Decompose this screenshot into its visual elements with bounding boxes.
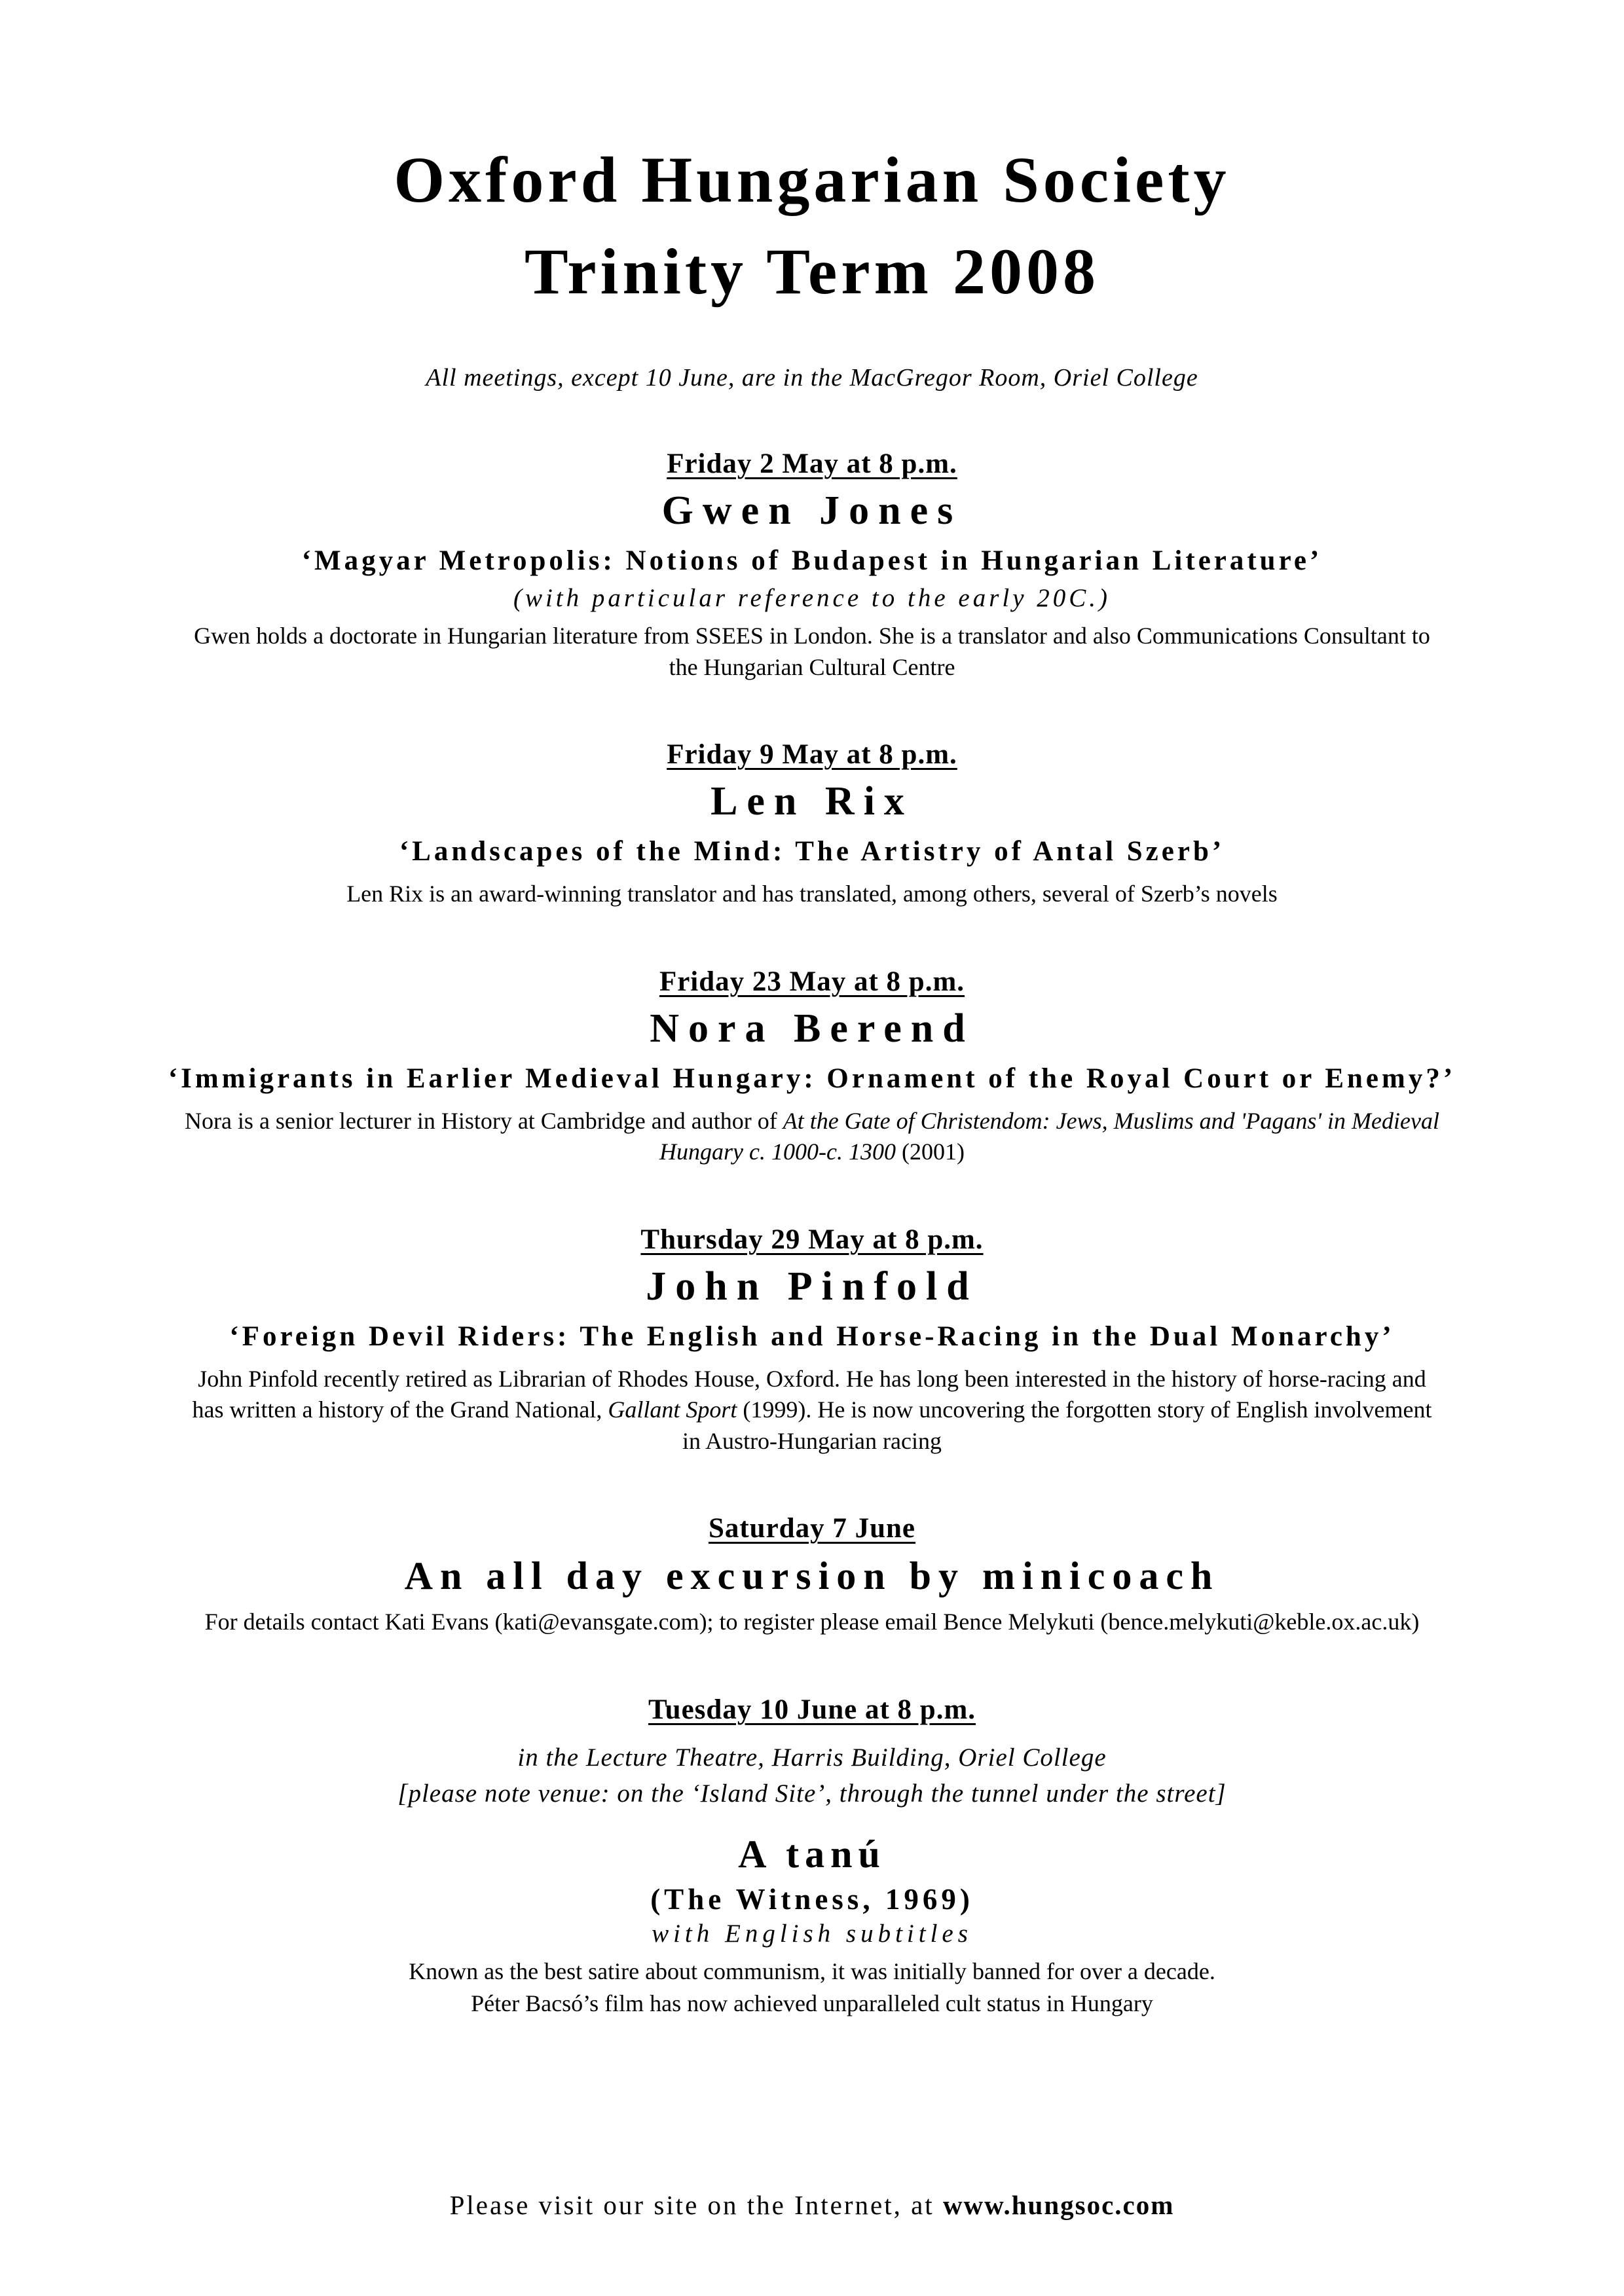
description-segment: (2001)	[895, 1139, 965, 1165]
event-description	[205, 1607, 1420, 1638]
talk-title: ‘Foreign Devil Riders: The English and Horse-Racing in the Dual Monarchy’	[229, 1321, 1395, 1352]
page-title-line2: Trinity Term 2008	[525, 235, 1099, 308]
page-title	[394, 134, 1230, 318]
event-description	[346, 879, 1278, 910]
event-description	[183, 1106, 1441, 1168]
description-segment: John Pinfold recently retired as Librarian of Rhodes House, Oxford. He has long been interested in the history of horse-racing and has written a history of the Grand National,	[192, 1365, 1426, 1423]
film-language-note: with English subtitles	[652, 1919, 972, 1948]
description-segment: (1999). He is now uncovering the forgotten story of English involvement in Austro-Hungarian racing	[682, 1396, 1432, 1454]
description-segment: Len Rix is an award-winning translator and has translated, among others, several of Szerb’s novels	[346, 881, 1278, 907]
talk-title: ‘Landscapes of the Mind: The Artistry of Antal Szerb’	[399, 836, 1225, 867]
talk-title: ‘Immigrants in Earlier Medieval Hungary: Ornament of the Royal Court or Enemy?’	[168, 1063, 1456, 1094]
talk-subnote: (with particular reference to the early 20C.)	[513, 584, 1111, 613]
speaker-name: Nora Berend	[650, 1006, 974, 1051]
book-title: Gallant Sport	[608, 1396, 737, 1423]
venue-subtitle: All meetings, except 10 June, are in the MacGregor Room, Oriel College	[426, 364, 1198, 392]
book-title: At the Gate of Christendom: Jews, Muslims and 'Pagans' in Medieval Hungary c. 1000-c. 1300	[659, 1107, 1439, 1165]
speaker-name: Gwen Jones	[661, 488, 963, 533]
event-date: Friday 2 May at 8 p.m.	[667, 448, 957, 479]
excursion-headline: An all day excursion by minicoach	[404, 1554, 1220, 1598]
event-description-line1: Known as the best satire about communism, it was initially banned for over a decade.	[409, 1958, 1215, 1984]
description-segment: Nora is a senior lecturer in History at Cambridge and author of	[184, 1107, 783, 1134]
page-title-line1: Oxford Hungarian Society	[394, 143, 1230, 216]
event-date: Friday 9 May at 8 p.m.	[667, 739, 957, 771]
event-film-screening	[397, 1694, 1226, 2020]
footer-text	[450, 2189, 1175, 2221]
event-description	[183, 621, 1441, 683]
venue-note: [please note venue: on the ‘Island Site’, through the tunnel under the street]	[397, 1779, 1227, 1808]
event-description	[183, 1364, 1441, 1457]
footer-prefix: Please visit our site on the Internet, at	[449, 2190, 943, 2220]
event-gwen-jones	[183, 448, 1441, 683]
event-john-pinfold	[183, 1224, 1441, 1457]
event-len-rix	[346, 738, 1278, 910]
event-date: Tuesday 10 June at 8 p.m.	[648, 1694, 976, 1725]
event-excursion	[205, 1512, 1420, 1638]
speaker-name: Len Rix	[710, 779, 913, 824]
film-title: A tanú	[738, 1832, 886, 1876]
talk-title: ‘Magyar Metropolis: Notions of Budapest in Hungarian Literature’	[301, 545, 1323, 576]
description-segment: For details contact Kati Evans (kati@evansgate.com); to register please email Bence Melykuti (bence.melykuti@keble.ox.ac.uk)	[204, 1609, 1420, 1635]
description-segment: Gwen holds a doctorate in Hungarian literature from SSEES in London. She is a translator and also Communications Consultant to the Hungarian Cultural Centre	[194, 623, 1430, 680]
event-nora-berend	[168, 966, 1456, 1168]
website-url: www.hungsoc.com	[942, 2190, 1175, 2220]
film-subtitle: (The Witness, 1969)	[650, 1882, 974, 1916]
event-date: Friday 23 May at 8 p.m.	[659, 966, 965, 997]
event-date: Saturday 7 June	[708, 1513, 916, 1544]
speaker-name: John Pinfold	[646, 1264, 978, 1309]
venue-line: in the Lecture Theatre, Harris Building, Oriel College	[517, 1743, 1107, 1772]
event-description-line2: Péter Bacsó’s film has now achieved unparalleled cult status in Hungary	[471, 1990, 1153, 2017]
event-date: Thursday 29 May at 8 p.m.	[640, 1224, 984, 1255]
